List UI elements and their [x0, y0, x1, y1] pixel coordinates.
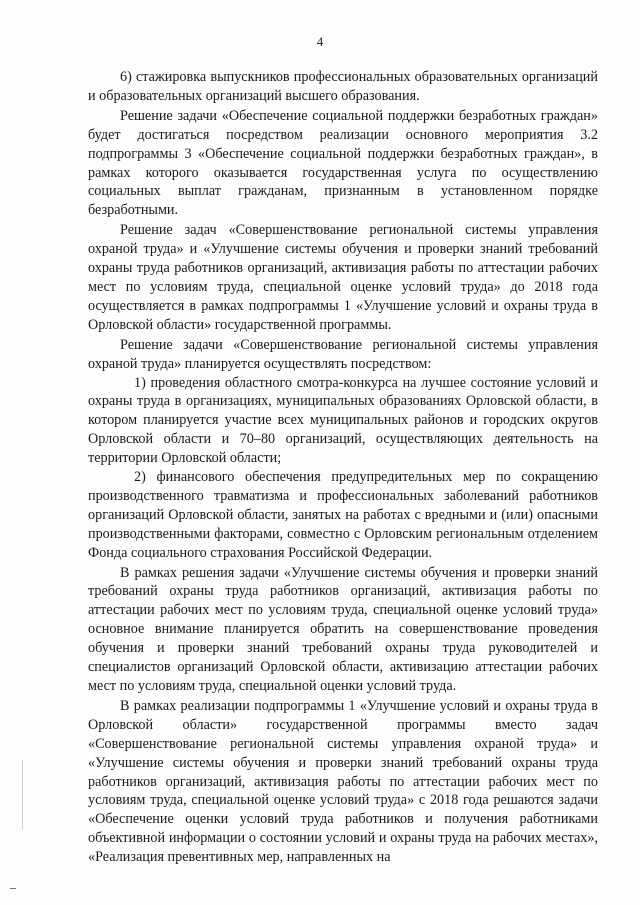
scan-margin-mark	[22, 760, 23, 830]
document-body	[88, 68, 598, 867]
paragraph-management-task-intro: Решение задачи «Совершенствование региональной системы управления охраной труда» планируется осуществлять посредством:	[88, 336, 598, 372]
paragraph-unemployed-support: Решение задачи «Обеспечение социальной поддержки безработных граждан» будет достигаться посредством реализации основного мероприятия 3.2 подпрограммы 3 «Обеспечение социальной поддержки безработных граждан», в рамках которого оказывается государственная услуга по осуществлению социальных выплат гражданам, признанным в установленном порядке безработными.	[88, 107, 598, 219]
page-number: 4	[316, 34, 324, 49]
paragraph-subprogram-tasks: В рамках реализации подпрограммы 1 «Улучшение условий и охраны труда в Орловской области» государственной программы вместо задач «Совершенствование региональной системы управления охраной труда» и «Улучшение системы обучения и проверки знаний требований охраны труда работников организаций, активизация работы по аттестации рабочих мест по условиям труда, специальной оценке условий труда» с 2018 года решаются задачи «Обеспечение оценки условий труда работников и получения работниками объективной информации о состоянии условий и охраны труда на рабочих местах», «Реализация превентивных мер, направленных на	[88, 697, 598, 866]
paragraph-internship: 6) стажировка выпускников профессиональных образовательных организаций и образовательных организаций высшего образования.	[88, 69, 598, 104]
paragraph-training-task: В рамках решения задачи «Улучшение системы обучения и проверки знаний требований охраны труда работников организаций, активизация работы по аттестации рабочих мест по условиям труда, специальной оценке условий труда» основное внимание планируется обратить на совершенствование проведения обучения и проверки знаний требований охраны труда руководителей и специалистов организаций Орловской области, активизацию аттестации рабочих мест по условиям труда, специальной оценки условий труда.	[88, 564, 598, 694]
list-item-financing: 2) финансового обеспечения предупредительных мер по сокращению производственного травматизма и профессиональных заболеваний работников организаций Орловской области, занятых на работах с вредными и (или) опасными производственными факторами, совместно с Орловским региональным отделением Фонда социального страхования Российской Федерации.	[88, 469, 598, 561]
scan-edge-mark	[10, 888, 16, 889]
list-item-contest: 1) проведения областного смотра-конкурса на лучшее состояние условий и охраны труда в организациях, муниципальных образованиях Орловской области, в котором планируется участие всех муниципальных районов и городских округов Орловской области и 70–80 организаций, осуществляющих деятельность на территории Орловской области;	[88, 374, 598, 467]
paragraph-labor-safety-tasks: Решение задач «Совершенствование региональной системы управления охраной труда» и «Улучшение системы обучения и проверки знаний требований охраны труда работников организаций, активизация работы по аттестации рабочих мест по условиям труда, специальной оценке условий труда» до 2018 года осуществляется в рамках подпрограммы 1 «Улучшение условий и охраны труда в Орловской области» государственной программы.	[88, 222, 598, 333]
